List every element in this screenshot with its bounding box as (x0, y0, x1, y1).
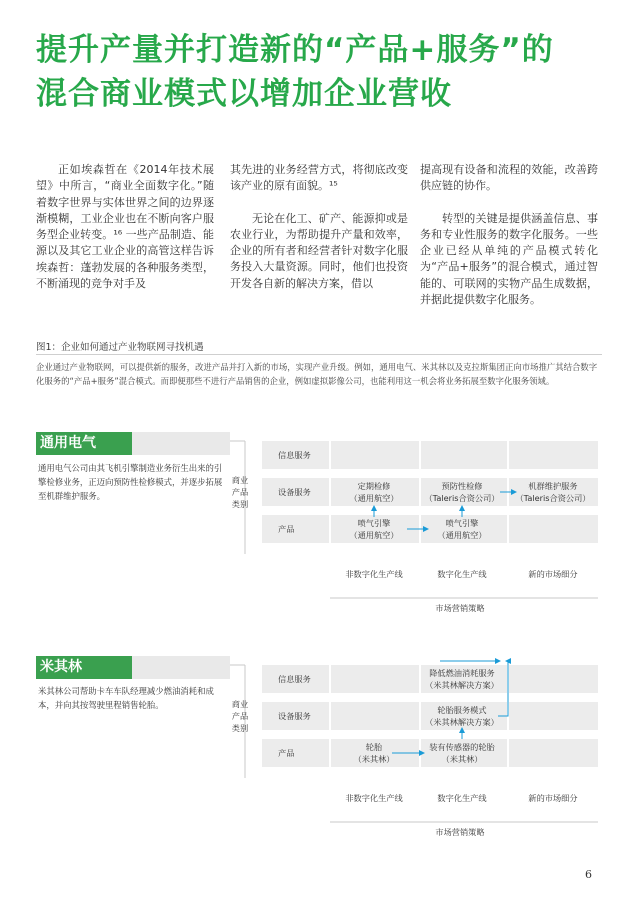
row-label: 产品 (278, 524, 295, 534)
company-name: 通用电气 (40, 435, 96, 451)
company-description: 米其林公司帮助卡车车队经理减少燃油消耗和成本，并向其按驾驶里程销售轮胎。 (38, 686, 214, 710)
column-label: 新的市场细分 (528, 569, 578, 579)
body-paragraph: 正如埃森哲在《2014年技术展望》中所言，“商业全面数字化。”随着数字世界与实体世界之间的边界逐渐模糊，工业企业也在不断向客户服务型企业转变。¹⁶ 一些产品制造、能源以及其它工业企业的高管这样告诉埃森哲：蓬勃发展的各种服务类型，不断涌现的竞争对手及 (36, 163, 214, 291)
column-label: 非数字化生产线 (345, 793, 403, 803)
figure-description: 企业通过产业物联网，可以提供新的服务，改进产品并打入新的市场，实现产业升级。例如，通用电气、米其林以及克拉斯集团正向市场推广其结合数字化服务的“产品+服务”混合模式。而即便那些不进行产品销售的企业，例如虚拟影像公司，也能利用这一机会将业务拓展至数字化服务领域。 (36, 362, 598, 386)
figure-title: 图1：企业如何通过产业物联网寻找机遇 (36, 342, 204, 353)
page-number: 6 (585, 868, 592, 881)
body-paragraph: 转型的关键是提供涵盖信息、事务和专业性服务的数字化服务。一些企业已经从单纯的产品模式转化为“产品+服务”的混合模式，通过智能的、可联网的实物产品生成数据，并据此提供数字化服务。 (420, 211, 598, 307)
row-label: 信息服务 (278, 450, 311, 460)
column-label: 新的市场细分 (528, 793, 578, 803)
diagram-item: 机群维护服务 （Taleris合资公司） (515, 481, 591, 503)
column-label: 数字化生产线 (437, 793, 487, 803)
axis-label: 商业 产品 类别 (231, 699, 249, 733)
row-label: 设备服务 (278, 487, 311, 497)
title-line-2: 混合商业模式以增加企业营收 (36, 76, 452, 112)
body-paragraph: 提高现有设备和流程的效能，改善跨供应链的协作。 (420, 163, 598, 193)
diagram-item: 降低燃油消耗服务 （米其林解决方案） (425, 668, 499, 690)
diagram-item: 轮胎 （米其林） (353, 742, 395, 764)
x-axis-label: 市场营销策略 (435, 827, 485, 837)
body-paragraph: 其先进的业务经营方式，将彻底改变该产业的原有面貌。¹⁵ (230, 163, 408, 193)
row-band (262, 441, 598, 469)
column-label: 数字化生产线 (437, 569, 487, 579)
column-label: 非数字化生产线 (345, 569, 403, 579)
row-label: 设备服务 (278, 711, 311, 721)
diagram-item: 轮胎服务模式 （米其林解决方案） (425, 705, 499, 727)
row-band (262, 515, 598, 543)
company-name: 米其林 (40, 659, 82, 675)
x-axis-label: 市场营销策略 (435, 603, 485, 613)
company-description: 通用电气公司由其飞机引擎制造业务衍生出来的引擎检修业务，正迈向预防性检修模式，并逐步拓展至机群维护服务。 (38, 463, 223, 501)
diagram-item: 装有传感器的轮胎 （米其林） (429, 742, 495, 764)
axis-label: 商业 产品 类别 (231, 475, 249, 509)
title-line-1: 提升产量并打造新的“产品+服务”的 (36, 32, 554, 68)
body-paragraph: 无论在化工、矿产、能源抑或是农业行业，为帮助提升产量和效率，企业的所有者和经营者针对数字化服务投入大量资源。同时，他们也投资开发各自新的解决方案，借以 (230, 211, 408, 290)
diagram-item: 喷气引擎 （通用航空） (437, 518, 487, 540)
diagram-item: 预防性检修 （Taleris合资公司） (424, 481, 500, 503)
diagram-item: 喷气引擎 （通用航空） (349, 518, 399, 540)
diagram-item: 定期检修 （通用航空） (349, 481, 399, 503)
row-label: 信息服务 (278, 674, 311, 684)
row-label: 产品 (278, 748, 295, 758)
